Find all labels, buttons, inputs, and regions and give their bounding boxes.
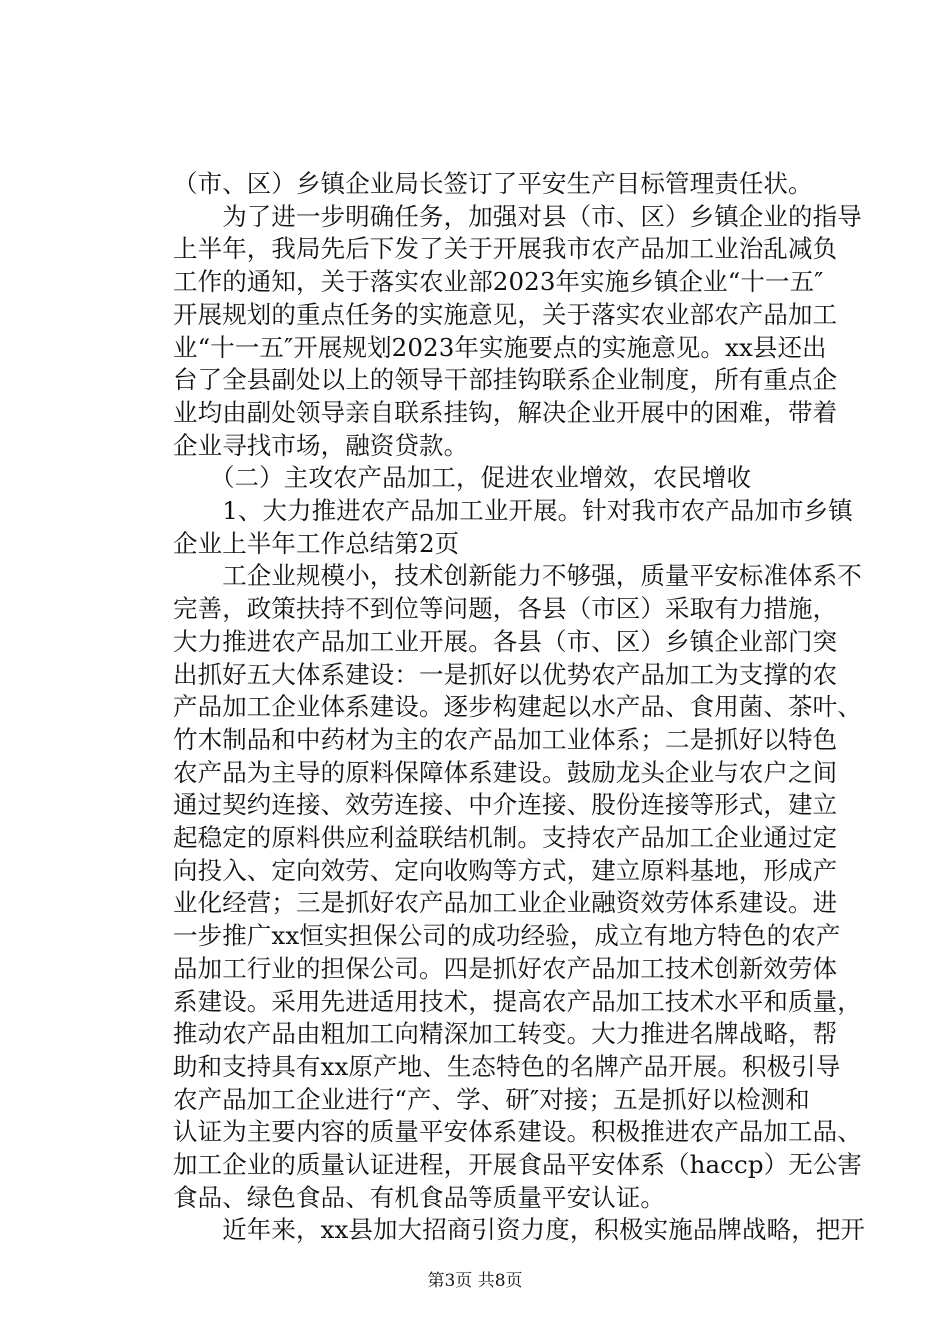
text-line: 农产品加工企业进行“产、学、研″对接；五是抓好以检测和 [173, 1084, 810, 1114]
text-line: 大力推进农产品加工业开展。各县（市、区）乡镇企业部门突 [173, 626, 838, 656]
text-line: 加工企业的质量认证进程，开展食品平安体系（haccp）无公害 [173, 1150, 863, 1179]
text-line: 台了全县副处以上的领导干部挂钩联系企业制度，所有重点企 [173, 365, 838, 395]
text-line: 工企业规模小，技术创新能力不够强，质量平安标准体系不 [173, 561, 862, 591]
text-line: 业化经营；三是抓好农产品加工业企业融资效劳体系建设。进 [173, 888, 838, 918]
text-line: 业“十一五″开展规划2023年实施要点的实施意见。xx县还出 [173, 332, 827, 362]
text-line: 通过契约连接、效劳连接、中介连接、股份连接等形式，建立 [173, 790, 838, 820]
text-line: （二）主攻农产品加工，促进农业增效，农民增收 [173, 463, 752, 493]
text-line: 向投入、定向效劳、定向收购等方式，建立原料基地，形成产 [173, 855, 838, 885]
text-line: 品加工行业的担保公司。四是抓好农产品加工技术创新效劳体 [173, 953, 838, 983]
text-line: 企业上半年工作总结第2页 [173, 528, 460, 558]
text-line: 一步推广xx恒实担保公司的成功经验，成立有地方特色的农产 [173, 921, 841, 951]
text-line: 推动农产品由粗加工向精深加工转变。大力推进名牌战略，帮 [173, 1019, 838, 1049]
text-line: 工作的通知，关于落实农业部2023年实施乡镇企业“十一五″ [173, 267, 824, 297]
text-line: 出抓好五大体系建设：一是抓好以优势农产品加工为支撑的农 [173, 659, 838, 689]
text-line: 为了进一步明确任务，加强对县（市、区）乡镇企业的指导 [173, 201, 862, 231]
text-line: （市、区）乡镇企业局长签订了平安生产目标管理责任状。 [173, 169, 813, 198]
text-line: 认证为主要内容的质量平安体系建设。积极推进农产品加工品、 [173, 1117, 862, 1147]
text-line: 上半年，我局先后下发了关于开展我市农产品加工业治乱减负 [173, 234, 838, 264]
text-line: 1、大力推进农产品加工业开展。针对我市农产品加市乡镇 [173, 496, 853, 525]
text-line: 近年来，xx县加大招商引资力度，积极实施品牌战略，把开 [173, 1215, 866, 1245]
text-line: 业均由副处领导亲自联系挂钩，解决企业开展中的困难，带着 [173, 397, 838, 427]
text-line: 产品加工企业体系建设。逐步构建起以水产品、食用菌、茶叶、 [173, 692, 862, 722]
text-line: 完善，政策扶持不到位等问题，各县（市区）采取有力措施， [173, 594, 838, 624]
page-footer: 第3页 共8页 [427, 1271, 523, 1291]
text-line: 起稳定的原料供应利益联结机制。支持农产品加工企业通过定 [173, 823, 838, 852]
text-line: 企业寻找市场，融资贷款。 [173, 430, 469, 460]
text-line: 食品、绿色食品、有机食品等质量平安认证。 [173, 1182, 665, 1212]
text-line: 系建设。采用先进适用技术，提高农产品加工技术水平和质量， [173, 986, 862, 1016]
text-line: 开展规划的重点任务的实施意见，关于落实农业部农产品加工 [173, 299, 838, 329]
text-line: 助和支持具有xx原产地、生态特色的名牌产品开展。积极引导 [173, 1051, 841, 1081]
text-line: 农产品为主导的原料保障体系建设。鼓励龙头企业与农户之间 [173, 757, 838, 787]
text-line: 竹木制品和中药材为主的农产品加工业体系；二是抓好以特色 [173, 724, 838, 754]
